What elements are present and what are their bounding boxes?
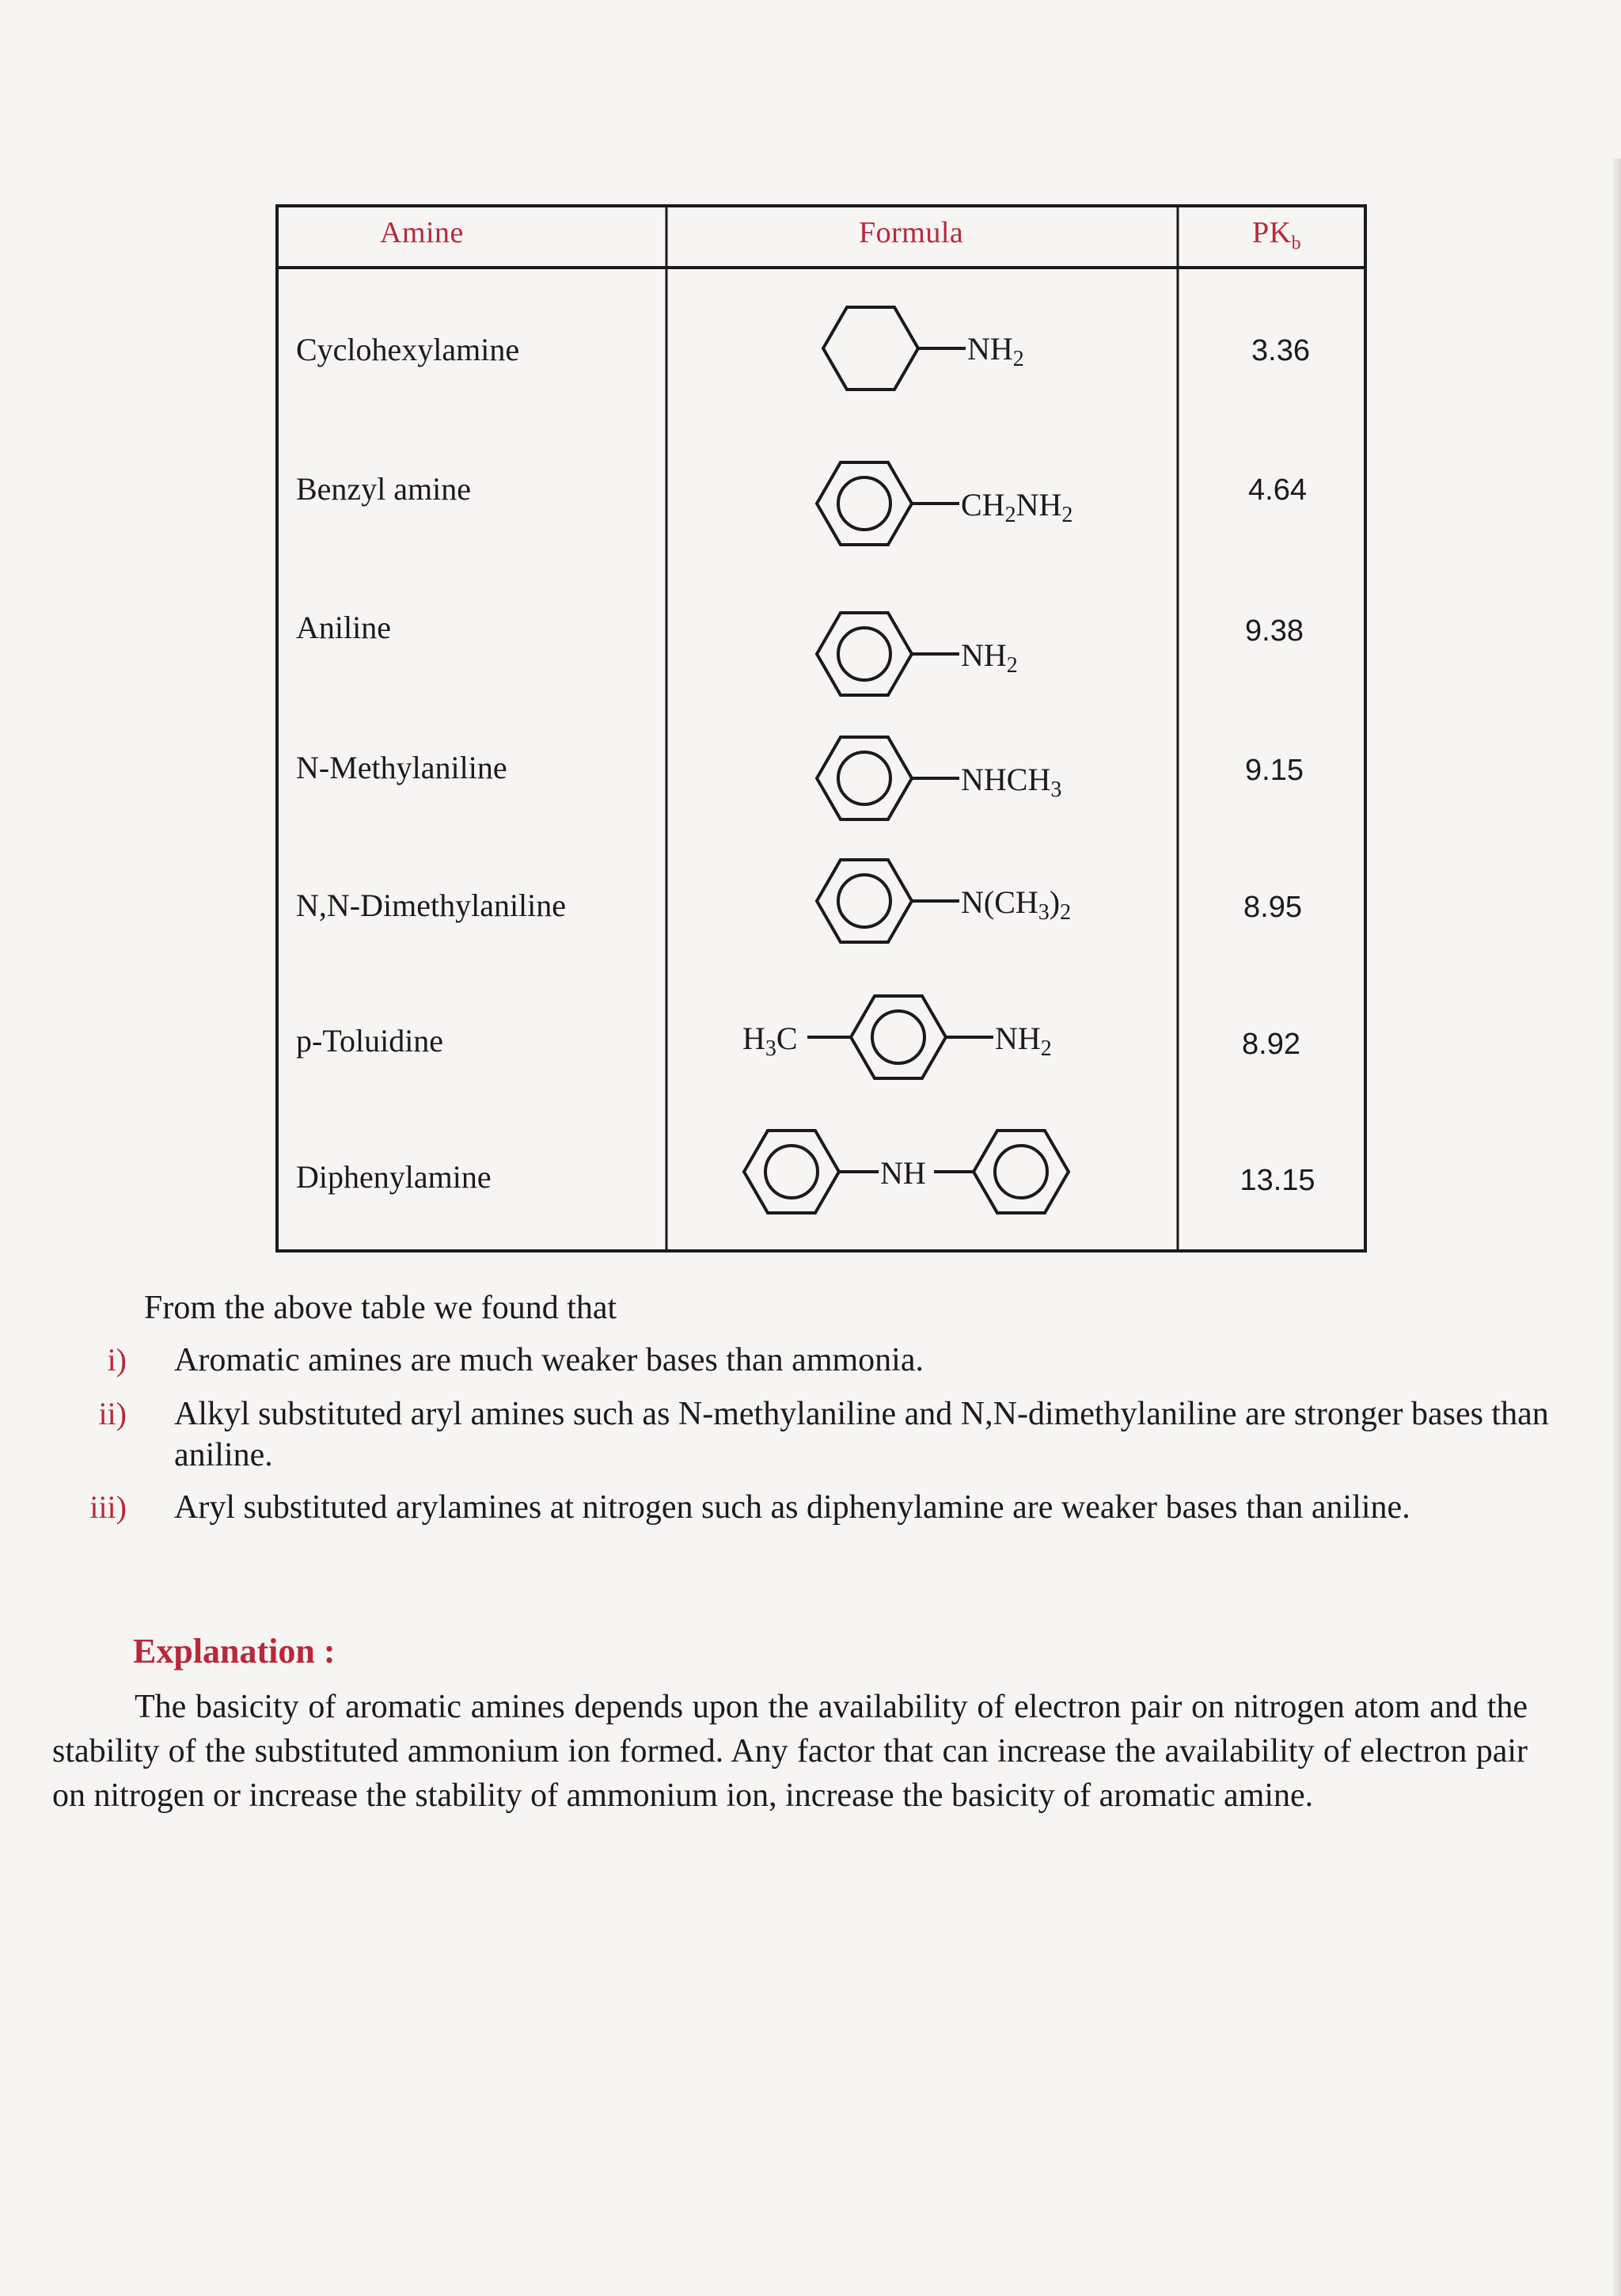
explanation-body: The basicity of aromatic amines depends upon the availability of electron pair on nitrogen atom and the stability of the substituted ammonium ion formed. Any factor that can increase the availability of electron pair on nitrogen or increase the stability of ammonium ion, increase the basicity of aromatic amine.	[52, 1689, 1528, 1814]
finding-text: Aryl substituted arylamines at nitrogen such as diphenylamine are weaker bases than aniline.	[174, 1489, 1410, 1526]
pkb-value: 3.36	[1251, 334, 1310, 367]
findings-intro: From the above table we found that	[144, 1290, 617, 1326]
formula-nn-dimethylaniline	[817, 860, 1071, 942]
amine-name-cyclohexylamine: Cyclohexylamine	[296, 332, 520, 367]
svg-text:NH2: $NH_2$	[995, 1021, 1052, 1061]
pkb-value: 8.92	[1242, 1028, 1300, 1061]
formula-diphenylamine	[744, 1131, 1069, 1213]
finding-number: i)	[107, 1342, 127, 1378]
amine-name-aniline: Aniline	[296, 610, 391, 645]
pkb-value: 9.38	[1245, 614, 1304, 648]
formula-benzyl-amine	[817, 462, 1072, 545]
amine-name-benzyl-amine: Benzyl amine	[296, 471, 472, 507]
svg-text:H3C: $H_3C$	[742, 1021, 798, 1061]
page-edge-shadow	[1612, 158, 1621, 2296]
finding-number: iii)	[89, 1489, 127, 1525]
svg-text:N(CH3)2: $N(CH_3)_2$	[961, 884, 1072, 925]
explanation-heading: Explanation :	[133, 1632, 336, 1671]
amine-name-p-toluidine: p-Toluidine	[296, 1023, 444, 1059]
amine-name-n-methylaniline: N-Methylaniline	[296, 750, 507, 785]
finding-number: ii)	[98, 1396, 127, 1431]
amine-name-nn-dimethylaniline: N,N-Dimethylaniline	[296, 888, 567, 923]
header-pkb: $PK_b$	[1252, 216, 1302, 254]
formula-n-methylaniline	[817, 737, 1061, 819]
formula-p-toluidine	[742, 996, 1052, 1078]
pkb-value: 8.95	[1243, 891, 1302, 924]
pkb-value: 13.15	[1239, 1164, 1315, 1197]
pkb-value: 9.15	[1245, 754, 1304, 787]
finding-text: Alkyl substituted aryl amines such as N-methylaniline and N,N-dimethylaniline are stronger bases than aniline.	[174, 1396, 1549, 1473]
structural-formulas	[261, 204, 1376, 1257]
amine-name-diphenylamine: Diphenylamine	[296, 1159, 492, 1195]
header-formula: Formula	[859, 216, 964, 249]
svg-text:CH2NH2: $CH_2NH_2$	[961, 487, 1073, 527]
formula-aniline	[817, 613, 1018, 695]
header-amine: Amine	[380, 216, 464, 249]
finding-text: Aromatic amines are much weaker bases than ammonia.	[174, 1342, 924, 1378]
formula-cyclohexylamine	[823, 307, 1024, 390]
amine-basicity-table	[261, 204, 1376, 1257]
svg-text:NH2: $NH_2$	[961, 637, 1018, 678]
pkb-value: 4.64	[1248, 473, 1307, 507]
svg-text:NH: NH	[880, 1155, 926, 1191]
svg-text:NH2: $NH_2$	[967, 331, 1024, 371]
svg-text:NHCH3: $NHCH_3$	[961, 762, 1062, 802]
